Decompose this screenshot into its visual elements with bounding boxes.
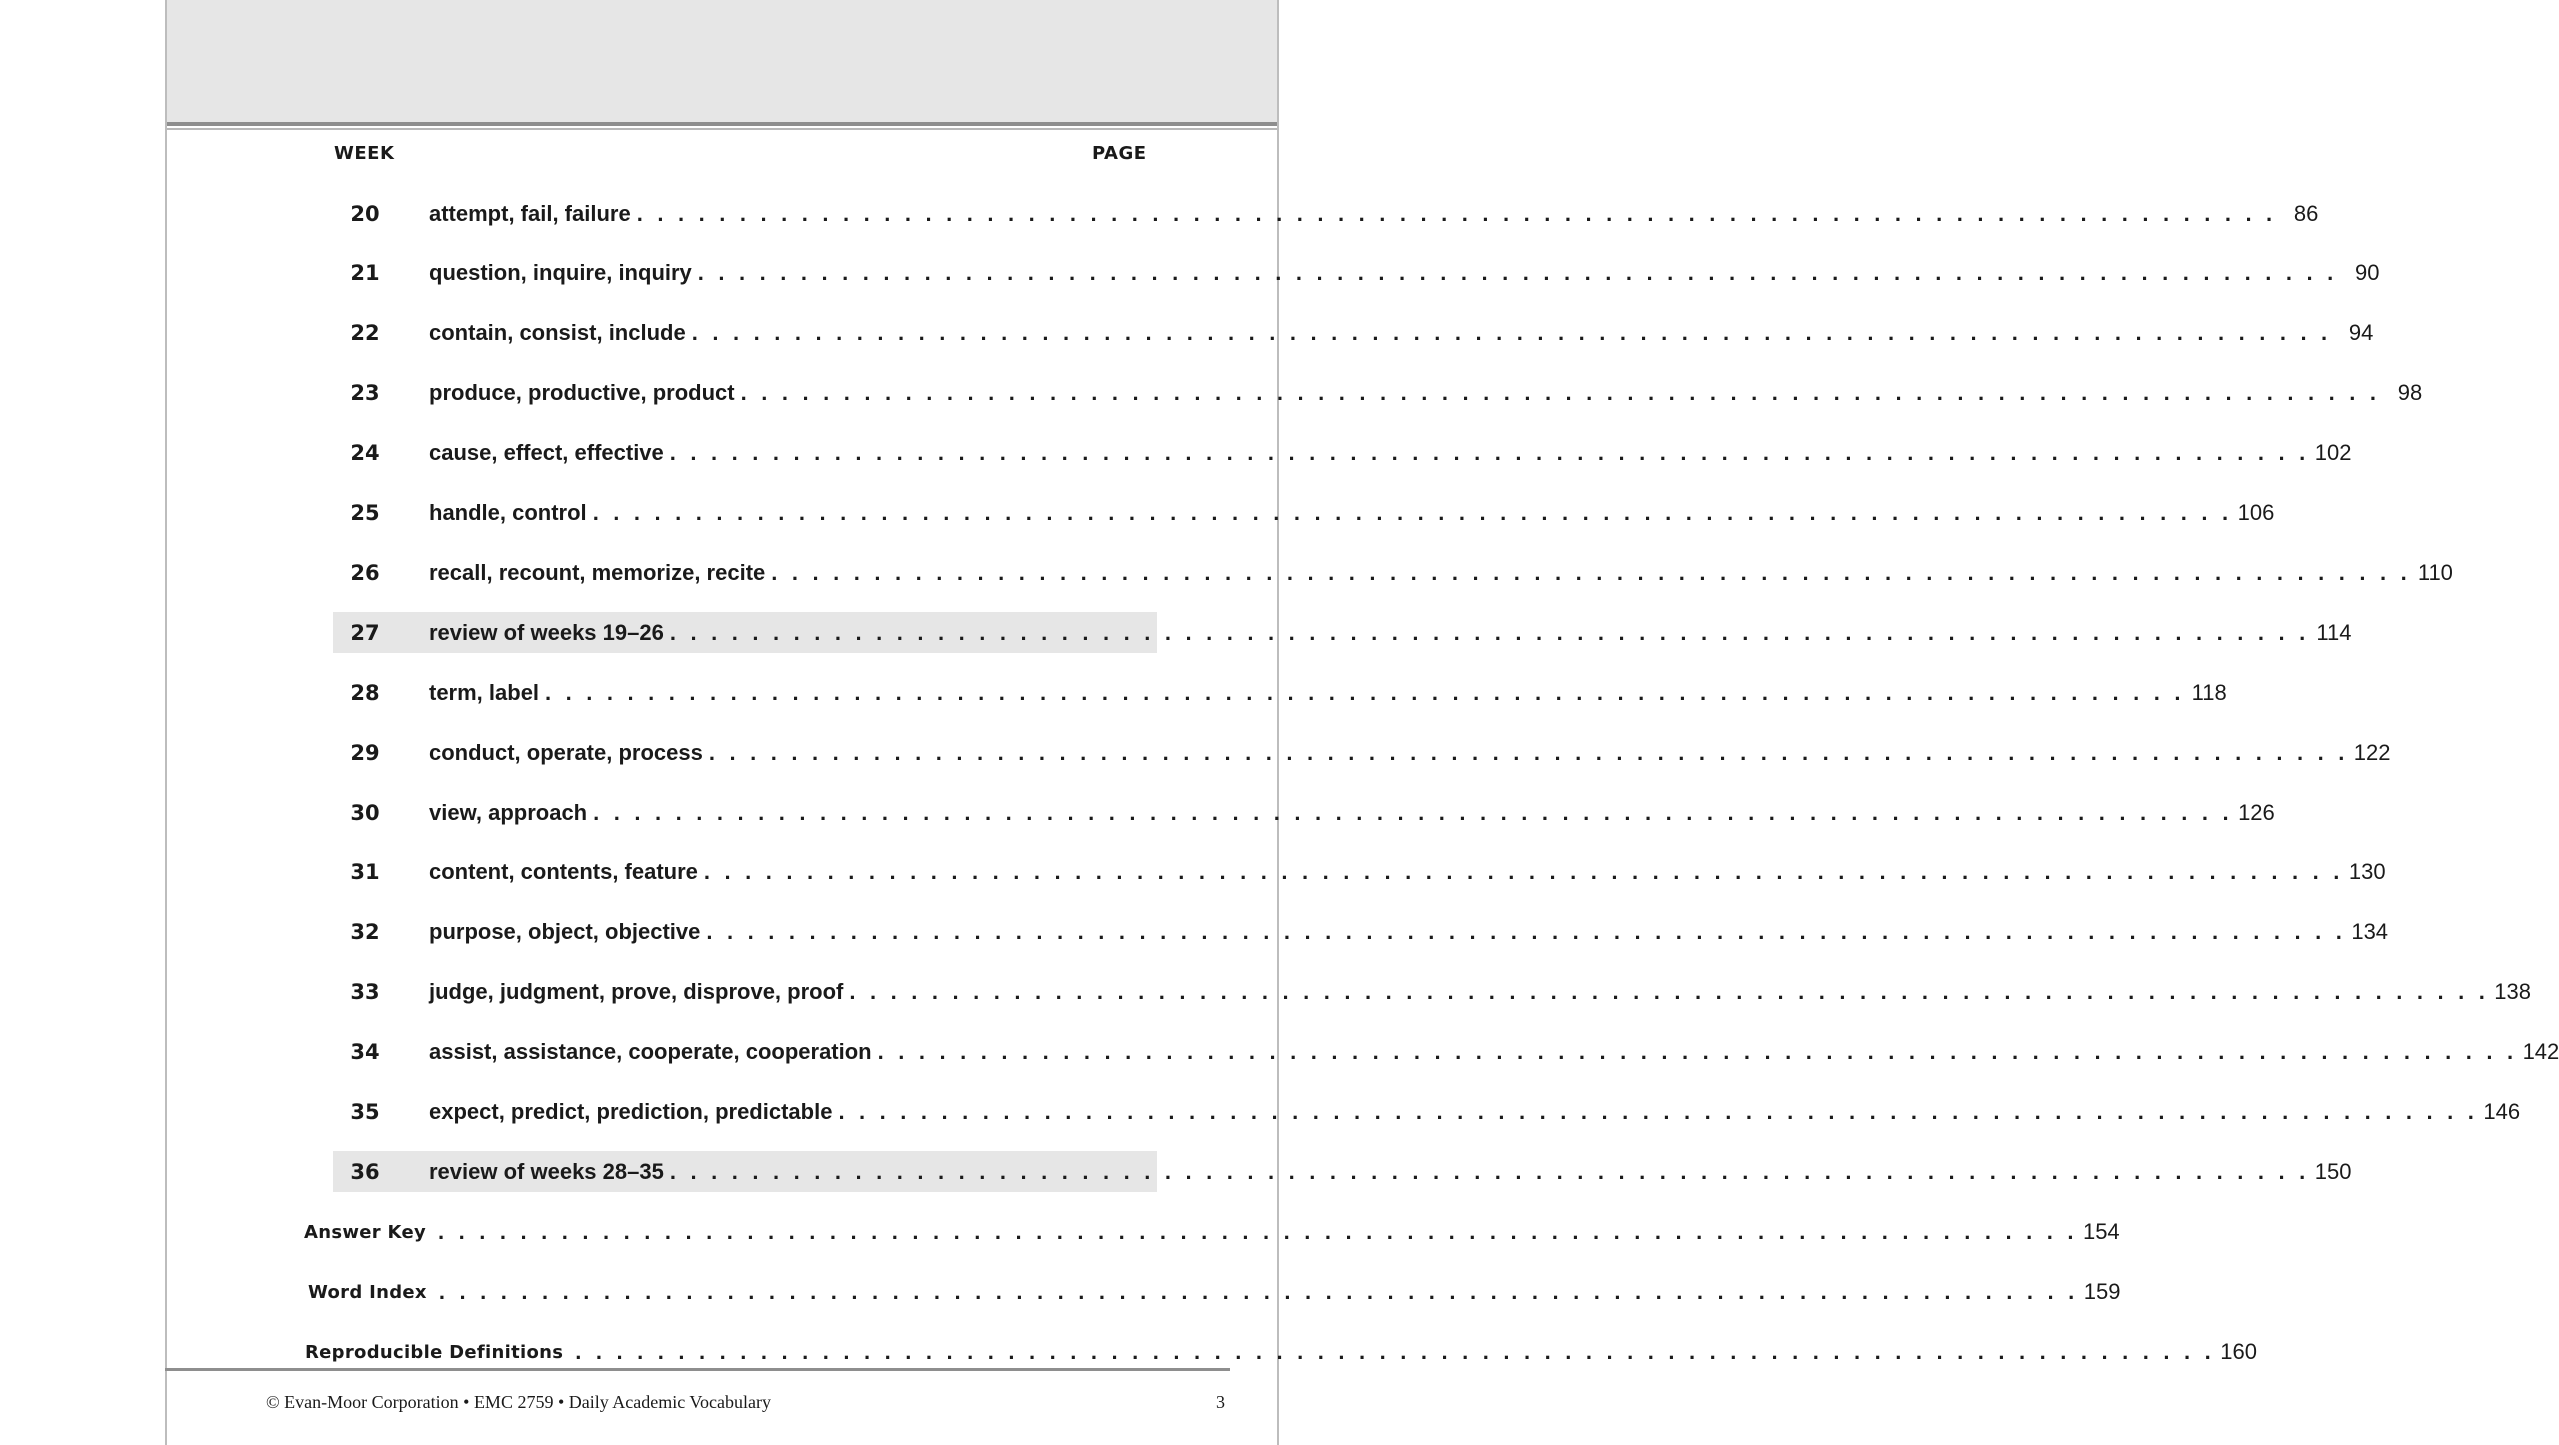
dot-leader: . . . . . . . . . . . . . . . . . . . . . . . . . . . . . . . . . . . . . . . . . . . . . . . . . . . . . . . . . . . . . . . . . . . . . . . . . . . . . . . . [706, 919, 2347, 945]
dot-leader: . . . . . . . . . . . . . . . . . . . . . . . . . . . . . . . . . . . . . . . . . . . . . . . . . . . . . . . . . . . . . . . . . . . . . . . . . . . . . . . . [849, 979, 2490, 1005]
week-number: 25 [350, 501, 380, 525]
header-rule-secondary [167, 128, 1277, 130]
back-matter-title: Answer Key [304, 1221, 427, 1243]
week-number: 33 [350, 980, 380, 1005]
dot-leader: . . . . . . . . . . . . . . . . . . . . . . . . . . . . . . . . . . . . . . . . . . . . . . . . . . . . . . . . . . . . . . . . . . . . . . . . . . . . . . . . [838, 1099, 2479, 1124]
header-rule [167, 122, 1277, 126]
week-number: 30 [350, 800, 380, 825]
lesson-title: content, contents, feature [429, 859, 698, 885]
lesson-title: cause, effect, effective [429, 440, 664, 466]
toc-row [333, 912, 2389, 953]
week-number: 27 [350, 620, 380, 645]
back-matter-row [308, 1272, 2121, 1312]
lesson-title: recall, recount, memorize, recite [429, 559, 766, 585]
toc-row [333, 1032, 2559, 1073]
lesson-title: assist, assistance, cooperate, cooperation [429, 1039, 872, 1065]
back-matter-title: Word Index [308, 1281, 427, 1303]
dot-leader: . . . . . . . . . . . . . . . . . . . . . . . . . . . . . . . . . . . . . . . . . . . . . . . . . . . . . . . . . . . . . . . . . . . . . . . . . . . . . . . . [592, 500, 2233, 525]
week-column-header: WEEK [334, 143, 395, 164]
dot-leader: . . . . . . . . . . . . . . . . . . . . . . . . . . . . . . . . . . . . . . . . . . . . . . . . . . . . . . . . . . . . . . . . . . . . . . . . . . . . . . . . [438, 1219, 2078, 1244]
toc-row [333, 672, 2227, 713]
toc-row [333, 493, 2275, 534]
dot-leader: . . . . . . . . . . . . . . . . . . . . . . . . . . . . . . . . . . . . . . . . . . . . . . . . . . . . . . . . . . . . . . . . . . . . . . . . . . . . . . . . [691, 320, 2332, 346]
lesson-title: handle, control [429, 500, 587, 525]
toc-row [333, 972, 2532, 1013]
page-number: 142 [2522, 1039, 2559, 1065]
dot-leader: . . . . . . . . . . . . . . . . . . . . . . . . . . . . . . . . . . . . . . . . . . . . . . . . . . . . . . . . . . . . . . . . . . . . . . . . . . . . . . . . [771, 559, 2411, 585]
page-number: 122 [2353, 739, 2391, 765]
lesson-title: attempt, fail, failure [429, 200, 631, 226]
lesson-title: produce, productive, product [429, 380, 735, 406]
page-number: 106 [2237, 500, 2275, 525]
footer-page-number: 3 [1216, 1392, 1225, 1412]
toc-row [333, 253, 2380, 294]
week-number: 29 [350, 740, 380, 765]
toc-row [333, 193, 2319, 234]
dot-leader: . . . . . . . . . . . . . . . . . . . . . . . . . . . . . . . . . . . . . . . . . . . . . . . . . . . . . . . . . . . . . . . . . . . . . . . . . . . . . . . . [740, 380, 2381, 406]
dot-leader: . . . . . . . . . . . . . . . . . . . . . . . . . . . . . . . . . . . . . . . . . . . . . . . . . . . . . . . . . . . . . . . . . . . . . . . . . . . . . . . . [593, 799, 2233, 825]
lesson-title: review of weeks 19–26 [429, 619, 664, 645]
toc-row [333, 852, 2386, 893]
lesson-title: term, label [429, 679, 540, 705]
footer-rule [165, 1368, 1230, 1371]
week-number: 21 [350, 261, 380, 286]
page-number: 146 [2483, 1099, 2521, 1124]
toc-row [333, 612, 2352, 653]
page-number: 110 [2417, 559, 2453, 585]
toc-row [333, 1151, 2352, 1192]
lesson-title: contain, consist, include [429, 320, 686, 346]
dot-leader: . . . . . . . . . . . . . . . . . . . . . . . . . . . . . . . . . . . . . . . . . . . . . . . . . . . . . . . . . . . . . . . . . . . . . . . . . . . . . . . . [575, 1339, 2215, 1364]
page-number: 134 [2351, 919, 2389, 945]
back-matter-row [305, 1332, 2257, 1372]
header-band [167, 0, 1277, 122]
week-number: 24 [350, 441, 380, 466]
dot-leader: . . . . . . . . . . . . . . . . . . . . . . . . . . . . . . . . . . . . . . . . . . . . . . . . . . . . . . . . . . . . . . . . . . . . . . . . . . . . . . . . [438, 1279, 2079, 1304]
toc-row [333, 552, 2453, 593]
lesson-title: view, approach [429, 799, 588, 825]
page-number: 126 [2238, 799, 2275, 825]
page-number: 90 [2354, 260, 2380, 286]
page-number: 130 [2348, 859, 2386, 885]
page-number: 118 [2191, 679, 2227, 705]
dot-leader: . . . . . . . . . . . . . . . . . . . . . . . . . . . . . . . . . . . . . . . . . . . . . . . . . . . . . . . . . . . . . . . . . . . . . . . . . . . . . . . . [877, 1039, 2518, 1065]
toc-row [333, 732, 2391, 773]
lesson-title: judge, judgment, prove, disprove, proof [429, 979, 844, 1005]
week-number: 28 [350, 680, 380, 705]
week-number: 23 [350, 381, 380, 406]
page-number: 138 [2494, 979, 2532, 1005]
page-number: 154 [2082, 1219, 2120, 1244]
dot-leader: . . . . . . . . . . . . . . . . . . . . . . . . . . . . . . . . . . . . . . . . . . . . . . . . . . . . . . . . . . . . . . . . . . . . . . . . . . . . . . . . [669, 440, 2310, 466]
page-number: 160 [2220, 1339, 2257, 1364]
week-number: 20 [350, 201, 380, 226]
lesson-title: expect, predict, prediction, predictable [429, 1099, 833, 1124]
dot-leader: . . . . . . . . . . . . . . . . . . . . . . . . . . . . . . . . . . . . . . . . . . . . . . . . . . . . . . . . . . . . . . . . . . . . . . . . . . . . . . . . [636, 200, 2277, 226]
toc-row [333, 1092, 2521, 1133]
lesson-title: review of weeks 28–35 [429, 1158, 664, 1184]
toc-row [333, 792, 2275, 833]
page-number: 86 [2293, 200, 2319, 226]
page-number: 102 [2314, 440, 2352, 466]
page-number: 150 [2314, 1158, 2352, 1184]
dot-leader: . . . . . . . . . . . . . . . . . . . . . . . . . . . . . . . . . . . . . . . . . . . . . . . . . . . . . . . . . . . . . . . . . . . . . . . . . . . . . . . . [669, 619, 2310, 645]
page-column-header: PAGE [1092, 143, 1147, 164]
back-matter-title: Reproducible Definitions [305, 1341, 564, 1363]
footer-credit: © Evan-Moor Corporation • EMC 2759 • Daily Academic Vocabulary [266, 1392, 772, 1412]
week-number: 22 [350, 321, 380, 346]
page-number: 94 [2348, 320, 2374, 346]
toc-row [333, 373, 2423, 414]
back-matter-row [304, 1212, 2120, 1252]
page-number: 159 [2083, 1279, 2121, 1304]
week-number: 26 [350, 560, 380, 585]
week-number: 32 [350, 920, 380, 945]
dot-leader: . . . . . . . . . . . . . . . . . . . . . . . . . . . . . . . . . . . . . . . . . . . . . . . . . . . . . . . . . . . . . . . . . . . . . . . . . . . . . . . . [545, 679, 2185, 705]
week-number: 36 [350, 1159, 380, 1184]
dot-leader: . . . . . . . . . . . . . . . . . . . . . . . . . . . . . . . . . . . . . . . . . . . . . . . . . . . . . . . . . . . . . . . . . . . . . . . . . . . . . . . . [708, 739, 2349, 765]
lesson-title: question, inquire, inquiry [429, 260, 692, 286]
page-number: 98 [2397, 380, 2423, 406]
toc-row [333, 313, 2374, 354]
dot-leader: . . . . . . . . . . . . . . . . . . . . . . . . . . . . . . . . . . . . . . . . . . . . . . . . . . . . . . . . . . . . . . . . . . . . . . . . . . . . . . . . [669, 1158, 2310, 1184]
lesson-title: purpose, object, objective [429, 919, 701, 945]
dot-leader: . . . . . . . . . . . . . . . . . . . . . . . . . . . . . . . . . . . . . . . . . . . . . . . . . . . . . . . . . . . . . . . . . . . . . . . . . . . . . . . . [703, 859, 2344, 885]
week-number: 31 [350, 860, 380, 885]
toc-row [333, 433, 2352, 474]
week-number: 34 [350, 1040, 380, 1065]
dot-leader: . . . . . . . . . . . . . . . . . . . . . . . . . . . . . . . . . . . . . . . . . . . . . . . . . . . . . . . . . . . . . . . . . . . . . . . . . . . . . . . . [697, 260, 2338, 286]
lesson-title: conduct, operate, process [429, 739, 703, 765]
page-number: 114 [2316, 619, 2352, 645]
week-number: 35 [350, 1100, 380, 1124]
